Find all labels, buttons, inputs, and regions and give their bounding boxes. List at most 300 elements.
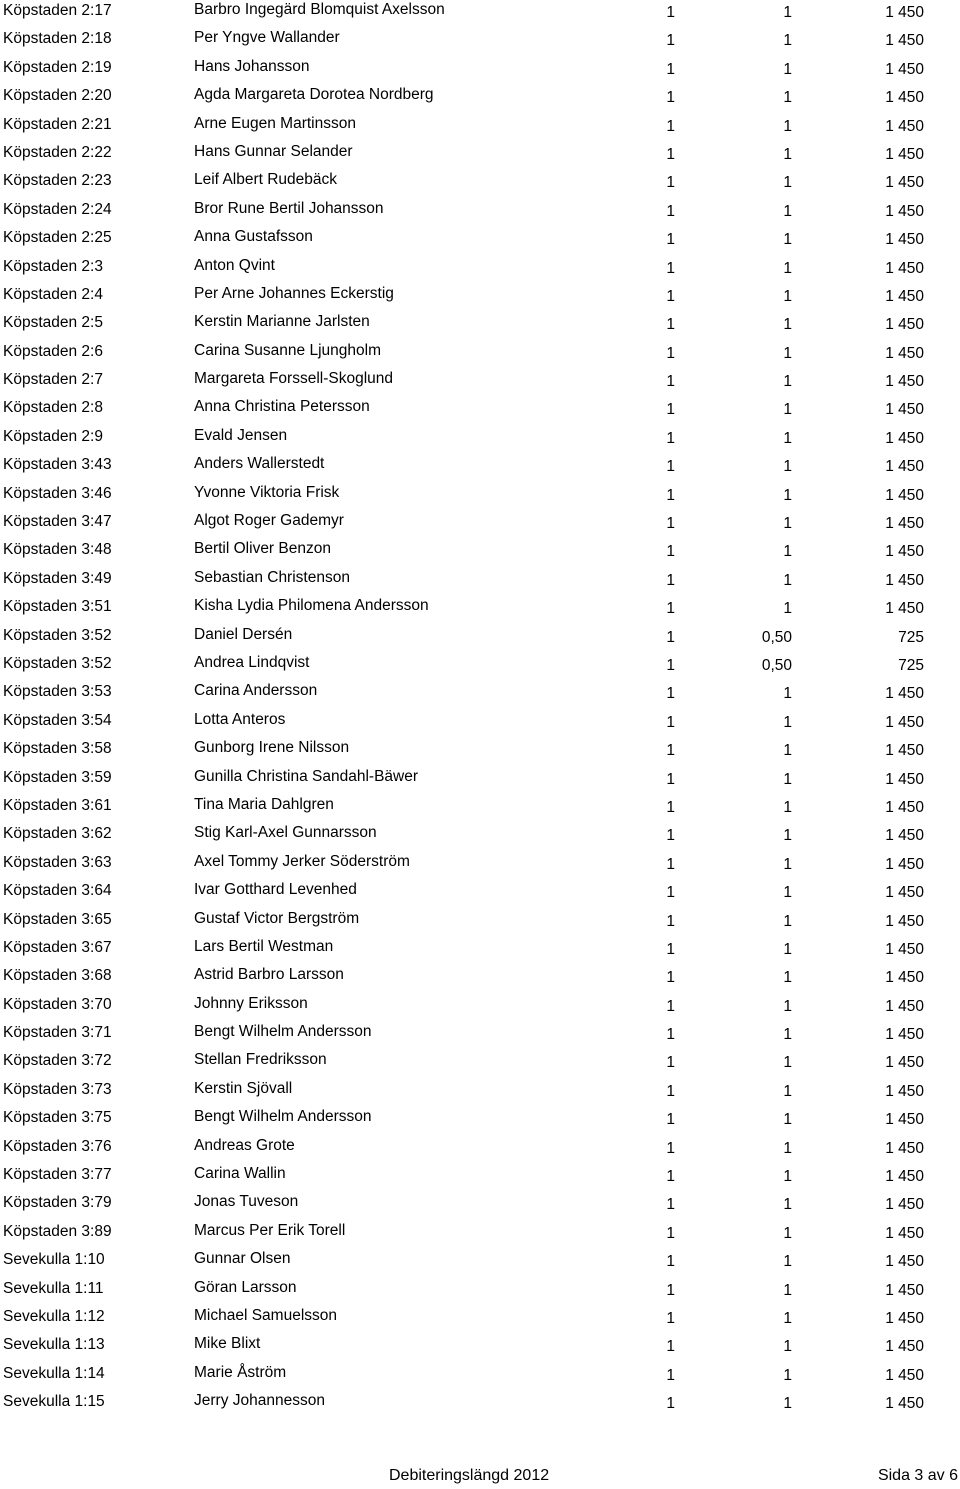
footer-title: Debiteringslängd 2012 [389, 1467, 550, 1484]
owner-cell: Algot Roger Gademyr [194, 512, 344, 530]
factor-cell: 0,50 [761, 628, 792, 646]
share-cell: 1 [666, 770, 675, 788]
share-cell: 1 [666, 1309, 675, 1327]
table-row [0, 312, 960, 340]
share-cell: 1 [666, 1111, 675, 1129]
factor-cell: 1 [783, 202, 792, 220]
property-cell: Köpstaden 3:43 [3, 456, 112, 474]
table-row [0, 880, 960, 908]
amount-cell: 1 450 [885, 1366, 924, 1384]
property-cell: Köpstaden 3:73 [3, 1080, 112, 1098]
share-cell: 1 [666, 486, 675, 504]
table-row [0, 937, 960, 965]
amount-cell: 1 450 [885, 1082, 924, 1100]
amount-cell: 1 450 [885, 742, 924, 760]
owner-cell: Agda Margareta Dorotea Nordberg [194, 86, 434, 104]
owner-cell: Kerstin Marianne Jarlsten [194, 313, 370, 331]
property-cell: Köpstaden 3:89 [3, 1222, 112, 1240]
table-row [0, 965, 960, 993]
factor-cell: 1 [783, 1309, 792, 1327]
table-row [0, 681, 960, 709]
table-row [0, 397, 960, 425]
owner-cell: Jerry Johannesson [194, 1392, 325, 1410]
table-row [0, 426, 960, 454]
owner-cell: Bengt Wilhelm Andersson [194, 1023, 372, 1041]
owner-cell: Hans Johansson [194, 57, 310, 75]
property-cell: Köpstaden 2:9 [3, 427, 103, 445]
property-cell: Köpstaden 2:20 [3, 87, 112, 105]
table-row [0, 227, 960, 255]
amount-cell: 1 450 [885, 231, 924, 249]
property-cell: Köpstaden 2:24 [3, 200, 112, 218]
amount-cell: 1 450 [885, 571, 924, 589]
owner-cell: Per Yngve Wallander [194, 29, 340, 47]
factor-cell: 1 [783, 912, 792, 930]
table-row [0, 284, 960, 312]
table-row [0, 767, 960, 795]
property-cell: Köpstaden 3:46 [3, 484, 112, 502]
amount-cell: 1 450 [885, 287, 924, 305]
property-cell: Köpstaden 3:65 [3, 910, 112, 928]
factor-cell: 1 [783, 1054, 792, 1072]
share-cell: 1 [666, 1082, 675, 1100]
property-cell: Köpstaden 2:8 [3, 399, 103, 417]
factor-cell: 1 [783, 89, 792, 107]
amount-cell: 1 450 [885, 1253, 924, 1271]
amount-cell: 1 450 [885, 713, 924, 731]
table-row [0, 994, 960, 1022]
amount-cell: 1 450 [885, 429, 924, 447]
property-cell: Köpstaden 3:61 [3, 796, 112, 814]
owner-cell: Andreas Grote [194, 1136, 295, 1154]
property-cell: Köpstaden 3:64 [3, 882, 112, 900]
table-row [0, 625, 960, 653]
factor-cell: 1 [783, 1139, 792, 1157]
share-cell: 1 [666, 4, 675, 21]
owner-cell: Gustaf Victor Bergström [194, 909, 360, 927]
share-cell: 1 [666, 1196, 675, 1214]
owner-cell: Kerstin Sjövall [194, 1079, 293, 1097]
amount-cell: 1 450 [885, 827, 924, 845]
share-cell: 1 [666, 60, 675, 78]
owner-cell: Stig Karl-Axel Gunnarsson [194, 824, 377, 842]
amount-cell: 1 450 [885, 117, 924, 135]
table-row [0, 568, 960, 596]
property-cell: Köpstaden 3:70 [3, 995, 112, 1013]
owner-cell: Anton Qvint [194, 256, 275, 274]
owner-cell: Tina Maria Dahlgren [194, 795, 334, 813]
amount-cell: 1 450 [885, 685, 924, 703]
factor-cell: 1 [783, 770, 792, 788]
table-row [0, 511, 960, 539]
owner-cell: Lotta Anteros [194, 710, 286, 728]
share-cell: 1 [666, 997, 675, 1015]
property-cell: Köpstaden 3:76 [3, 1137, 112, 1155]
amount-cell: 1 450 [885, 1309, 924, 1327]
owner-cell: Carina Susanne Ljungholm [194, 341, 381, 359]
owner-cell: Sebastian Christenson [194, 568, 350, 586]
table-row [0, 1278, 960, 1306]
amount-cell: 1 450 [885, 912, 924, 930]
factor-cell: 1 [783, 571, 792, 589]
share-cell: 1 [666, 1224, 675, 1242]
factor-cell: 1 [783, 742, 792, 760]
property-cell: Köpstaden 3:79 [3, 1194, 112, 1212]
owner-cell: Axel Tommy Jerker Söderström [194, 852, 410, 870]
factor-cell: 1 [783, 4, 792, 21]
amount-cell: 1 450 [885, 1281, 924, 1299]
share-cell: 1 [666, 600, 675, 618]
owner-cell: Lars Bertil Westman [194, 937, 334, 955]
table-row [0, 57, 960, 85]
share-cell: 1 [666, 1253, 675, 1271]
share-cell: 1 [666, 117, 675, 135]
table-row [0, 1164, 960, 1192]
factor-cell: 1 [783, 713, 792, 731]
share-cell: 1 [666, 344, 675, 362]
table-row [0, 1249, 960, 1277]
owner-cell: Jonas Tuveson [194, 1193, 299, 1211]
property-cell: Sevekulla 1:11 [3, 1279, 104, 1297]
share-cell: 1 [666, 1338, 675, 1356]
table-row [0, 795, 960, 823]
share-cell: 1 [666, 543, 675, 561]
factor-cell: 1 [783, 1338, 792, 1356]
factor-cell: 1 [783, 1366, 792, 1384]
table-row [0, 85, 960, 113]
amount-cell: 1 450 [885, 884, 924, 902]
amount-cell: 1 450 [885, 4, 924, 21]
factor-cell: 1 [783, 316, 792, 334]
property-cell: Köpstaden 3:47 [3, 513, 112, 531]
amount-cell: 1 450 [885, 486, 924, 504]
property-cell: Köpstaden 2:4 [3, 285, 103, 303]
amount-cell: 1 450 [885, 969, 924, 987]
factor-cell: 1 [783, 798, 792, 816]
property-cell: Köpstaden 3:49 [3, 569, 112, 587]
share-cell: 1 [666, 259, 675, 277]
owner-cell: Carina Andersson [194, 682, 318, 700]
table-row [0, 1192, 960, 1220]
amount-cell: 1 450 [885, 89, 924, 107]
property-cell: Köpstaden 3:75 [3, 1109, 112, 1127]
owner-cell: Yvonne Viktoria Frisk [194, 483, 340, 501]
share-cell: 1 [666, 401, 675, 419]
amount-cell: 1 450 [885, 458, 924, 476]
property-cell: Köpstaden 2:17 [3, 2, 112, 19]
amount-cell: 1 450 [885, 1395, 924, 1413]
owner-cell: Anders Wallerstedt [194, 455, 325, 473]
factor-cell: 1 [783, 940, 792, 958]
table-row [0, 483, 960, 511]
property-cell: Köpstaden 3:67 [3, 938, 112, 956]
owner-cell: Anna Christina Petersson [194, 398, 370, 416]
property-cell: Sevekulla 1:15 [3, 1393, 105, 1411]
factor-cell: 1 [783, 401, 792, 419]
amount-cell: 1 450 [885, 1026, 924, 1044]
property-cell: Sevekulla 1:12 [3, 1307, 105, 1325]
owner-cell: Anna Gustafsson [194, 228, 313, 246]
share-cell: 1 [666, 628, 675, 646]
owner-cell: Michael Samuelsson [194, 1306, 338, 1324]
factor-cell: 1 [783, 685, 792, 703]
share-cell: 1 [666, 742, 675, 760]
owner-cell: Evald Jensen [194, 426, 288, 444]
factor-cell: 1 [783, 458, 792, 476]
amount-cell: 1 450 [885, 1054, 924, 1072]
owner-cell: Gunnar Olsen [194, 1250, 291, 1268]
amount-cell: 725 [898, 628, 924, 646]
owner-cell: Astrid Barbro Larsson [194, 966, 344, 984]
share-cell: 1 [666, 827, 675, 845]
property-cell: Köpstaden 2:6 [3, 342, 103, 360]
table-row [0, 1079, 960, 1107]
share-cell: 1 [666, 1281, 675, 1299]
property-cell: Köpstaden 2:22 [3, 143, 112, 161]
share-cell: 1 [666, 1139, 675, 1157]
property-cell: Köpstaden 3:77 [3, 1166, 112, 1184]
table-row [0, 909, 960, 937]
amount-cell: 1 450 [885, 1338, 924, 1356]
property-cell: Köpstaden 3:52 [3, 626, 112, 644]
property-cell: Köpstaden 3:52 [3, 654, 112, 672]
property-cell: Köpstaden 3:58 [3, 740, 112, 758]
property-cell: Köpstaden 2:7 [3, 371, 103, 389]
property-cell: Köpstaden 2:18 [3, 30, 112, 48]
owner-cell: Marcus Per Erik Torell [194, 1221, 346, 1239]
factor-cell: 1 [783, 373, 792, 391]
table-row [0, 1391, 960, 1419]
table-row [0, 170, 960, 198]
table-row [0, 653, 960, 681]
share-cell: 1 [666, 174, 675, 192]
property-cell: Köpstaden 3:53 [3, 683, 112, 701]
owner-cell: Per Arne Johannes Eckerstig [194, 284, 394, 302]
share-cell: 1 [666, 89, 675, 107]
share-cell: 1 [666, 145, 675, 163]
owner-cell: Stellan Fredriksson [194, 1051, 327, 1069]
table-row [0, 1221, 960, 1249]
table-row [0, 823, 960, 851]
property-cell: Sevekulla 1:10 [3, 1251, 105, 1269]
factor-cell: 1 [783, 600, 792, 618]
owner-cell: Andrea Lindqvist [194, 653, 310, 671]
property-cell: Köpstaden 3:68 [3, 967, 112, 985]
amount-cell: 1 450 [885, 770, 924, 788]
share-cell: 1 [666, 429, 675, 447]
amount-cell: 1 450 [885, 60, 924, 78]
amount-cell: 1 450 [885, 259, 924, 277]
table-row [0, 28, 960, 56]
owner-cell: Bengt Wilhelm Andersson [194, 1108, 372, 1126]
factor-cell: 1 [783, 1281, 792, 1299]
factor-cell: 1 [783, 32, 792, 50]
factor-cell: 1 [783, 855, 792, 873]
owner-cell: Marie Åström [194, 1363, 287, 1381]
factor-cell: 1 [783, 1395, 792, 1413]
factor-cell: 1 [783, 1196, 792, 1214]
table-row [0, 0, 960, 28]
amount-cell: 1 450 [885, 1168, 924, 1186]
amount-cell: 1 450 [885, 32, 924, 50]
factor-cell: 1 [783, 287, 792, 305]
page-footer [0, 1466, 960, 1488]
factor-cell: 1 [783, 1026, 792, 1044]
owner-cell: Gunborg Irene Nilsson [194, 739, 350, 757]
amount-cell: 1 450 [885, 145, 924, 163]
amount-cell: 1 450 [885, 1196, 924, 1214]
owner-cell: Mike Blixt [194, 1335, 261, 1353]
amount-cell: 725 [898, 656, 924, 674]
table-row [0, 738, 960, 766]
table-row [0, 199, 960, 227]
share-cell: 1 [666, 656, 675, 674]
table-row [0, 1363, 960, 1391]
share-cell: 1 [666, 1054, 675, 1072]
property-cell: Köpstaden 2:5 [3, 314, 103, 332]
table-row [0, 256, 960, 284]
table-row [0, 454, 960, 482]
amount-cell: 1 450 [885, 515, 924, 533]
table-row [0, 1107, 960, 1135]
property-cell: Köpstaden 3:72 [3, 1052, 112, 1070]
factor-cell: 1 [783, 344, 792, 362]
owner-cell: Hans Gunnar Selander [194, 142, 353, 160]
owner-cell: Kisha Lydia Philomena Andersson [194, 597, 429, 615]
amount-cell: 1 450 [885, 543, 924, 561]
factor-cell: 1 [783, 884, 792, 902]
amount-cell: 1 450 [885, 997, 924, 1015]
table-row [0, 539, 960, 567]
property-cell: Köpstaden 3:51 [3, 598, 112, 616]
property-cell: Köpstaden 3:63 [3, 853, 112, 871]
share-cell: 1 [666, 202, 675, 220]
share-cell: 1 [666, 1168, 675, 1186]
factor-cell: 1 [783, 486, 792, 504]
factor-cell: 1 [783, 1168, 792, 1186]
share-cell: 1 [666, 1395, 675, 1413]
factor-cell: 1 [783, 60, 792, 78]
share-cell: 1 [666, 515, 675, 533]
amount-cell: 1 450 [885, 344, 924, 362]
property-cell: Sevekulla 1:14 [3, 1364, 105, 1382]
share-cell: 1 [666, 713, 675, 731]
amount-cell: 1 450 [885, 600, 924, 618]
amount-cell: 1 450 [885, 798, 924, 816]
share-cell: 1 [666, 287, 675, 305]
share-cell: 1 [666, 1366, 675, 1384]
factor-cell: 1 [783, 1082, 792, 1100]
amount-cell: 1 450 [885, 1224, 924, 1242]
table-row [0, 1334, 960, 1362]
share-cell: 1 [666, 912, 675, 930]
amount-cell: 1 450 [885, 373, 924, 391]
share-cell: 1 [666, 231, 675, 249]
share-cell: 1 [666, 316, 675, 334]
table-row [0, 114, 960, 142]
property-cell: Köpstaden 3:71 [3, 1024, 112, 1042]
factor-cell: 1 [783, 231, 792, 249]
owner-cell: Carina Wallin [194, 1165, 286, 1183]
amount-cell: 1 450 [885, 202, 924, 220]
table-row [0, 1050, 960, 1078]
property-cell: Köpstaden 2:3 [3, 257, 103, 275]
share-cell: 1 [666, 32, 675, 50]
owner-cell: Barbro Ingegärd Blomquist Axelsson [194, 1, 445, 18]
factor-cell: 1 [783, 1111, 792, 1129]
factor-cell: 1 [783, 827, 792, 845]
factor-cell: 1 [783, 174, 792, 192]
table-row [0, 369, 960, 397]
share-cell: 1 [666, 940, 675, 958]
share-cell: 1 [666, 1026, 675, 1044]
factor-cell: 1 [783, 1224, 792, 1242]
factor-cell: 0,50 [761, 656, 792, 674]
property-cell: Köpstaden 2:21 [3, 115, 112, 133]
owner-cell: Göran Larsson [194, 1278, 297, 1296]
table-row [0, 142, 960, 170]
share-cell: 1 [666, 884, 675, 902]
table-row [0, 1022, 960, 1050]
factor-cell: 1 [783, 117, 792, 135]
owner-cell: Leif Albert Rudebäck [194, 171, 338, 189]
owner-cell: Margareta Forssell-Skoglund [194, 370, 394, 388]
owner-cell: Gunilla Christina Sandahl-Bäwer [194, 767, 419, 785]
share-cell: 1 [666, 685, 675, 703]
share-cell: 1 [666, 969, 675, 987]
table-row [0, 710, 960, 738]
table-row [0, 596, 960, 624]
factor-cell: 1 [783, 543, 792, 561]
share-cell: 1 [666, 855, 675, 873]
property-cell: Köpstaden 2:23 [3, 172, 112, 190]
property-cell: Sevekulla 1:13 [3, 1336, 105, 1354]
amount-cell: 1 450 [885, 174, 924, 192]
amount-cell: 1 450 [885, 1111, 924, 1129]
amount-cell: 1 450 [885, 1139, 924, 1157]
table-row [0, 341, 960, 369]
factor-cell: 1 [783, 997, 792, 1015]
factor-cell: 1 [783, 259, 792, 277]
table-row [0, 852, 960, 880]
property-cell: Köpstaden 3:59 [3, 768, 112, 786]
share-cell: 1 [666, 373, 675, 391]
share-cell: 1 [666, 571, 675, 589]
owner-cell: Arne Eugen Martinsson [194, 114, 356, 132]
factor-cell: 1 [783, 1253, 792, 1271]
table-row [0, 1306, 960, 1334]
property-cell: Köpstaden 3:62 [3, 825, 112, 843]
property-cell: Köpstaden 3:54 [3, 711, 112, 729]
amount-cell: 1 450 [885, 940, 924, 958]
factor-cell: 1 [783, 515, 792, 533]
share-cell: 1 [666, 458, 675, 476]
property-cell: Köpstaden 2:25 [3, 229, 112, 247]
owner-cell: Ivar Gotthard Levenhed [194, 881, 357, 899]
owner-cell: Daniel Dersén [194, 625, 293, 643]
factor-cell: 1 [783, 429, 792, 447]
property-cell: Köpstaden 3:48 [3, 541, 112, 559]
amount-cell: 1 450 [885, 316, 924, 334]
page-number: Sida 3 av 6 [877, 1467, 958, 1484]
share-cell: 1 [666, 798, 675, 816]
property-cell: Köpstaden 2:19 [3, 58, 112, 76]
table-row [0, 1136, 960, 1164]
amount-cell: 1 450 [885, 401, 924, 419]
amount-cell: 1 450 [885, 855, 924, 873]
owner-cell: Johnny Eriksson [194, 994, 308, 1012]
owner-cell: Bertil Oliver Benzon [194, 540, 331, 558]
